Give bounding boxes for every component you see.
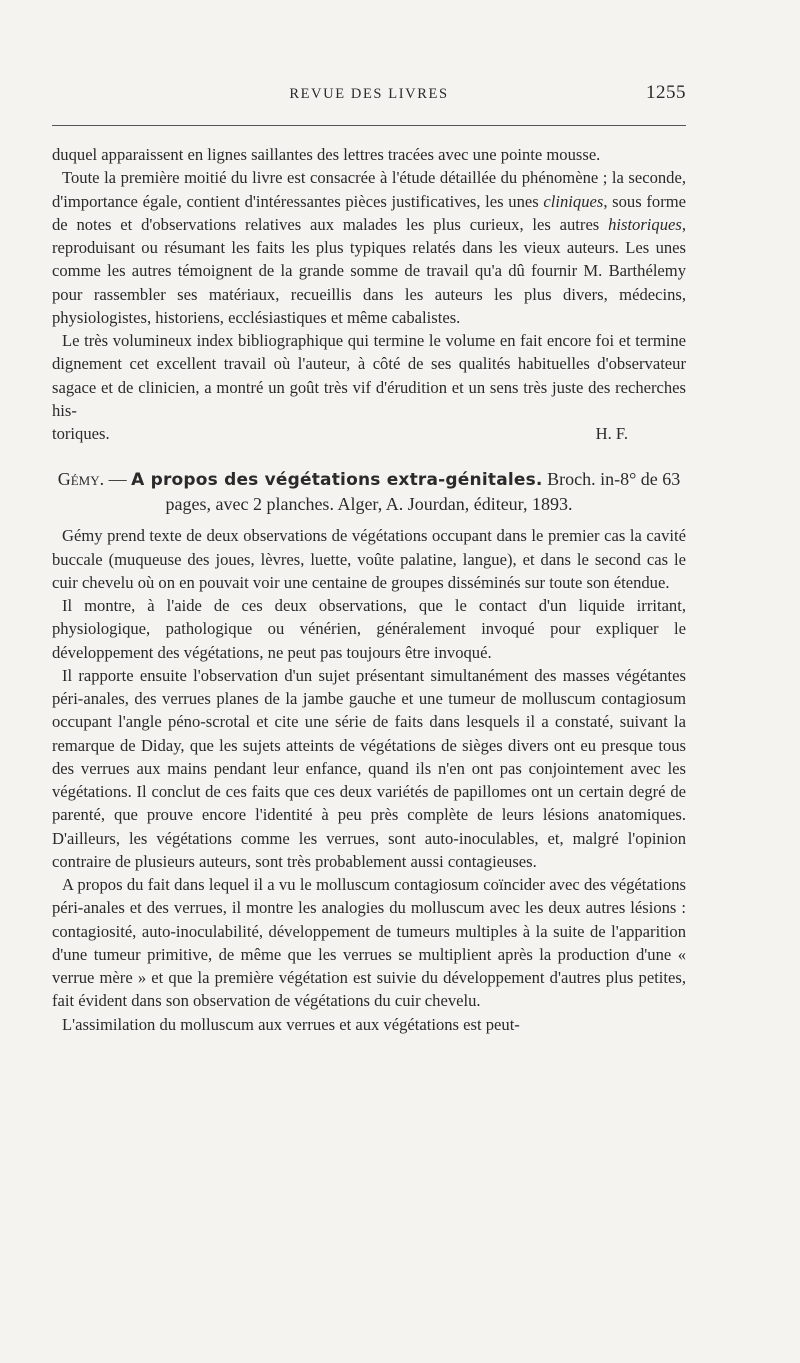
paragraph: A propos du fait dans lequel il a vu le molluscum contagiosum coïncider avec des végétations péri-anales et des verrues, il montre les analogies du molluscum avec les deux autres lésions : contagiosité, auto-inoculabilité, développement de tumeurs multiples à la suite de l'apparition d'une tumeur primitive, de même que les verrues se multiplient après la production d'une « verrue mère » et que la première végétation est suivie du développement d'autres plus petites, fait évident dans son observation de végétations du cuir chevelu. bbox=[52, 875, 686, 1011]
italic-term: historiques bbox=[608, 214, 682, 234]
running-title: REVUE DES LIVRES bbox=[289, 86, 449, 102]
review-author: Gémy. bbox=[57, 469, 105, 490]
dash: — bbox=[104, 469, 132, 490]
paragraph: Il montre, à l'aide de ces deux observations, que le contact d'un liquide irritant, physiologique, pathologique ou vénérien, généralement invoqué pour expliquer le développement des végétations, ne peut pas toujours être invoqué. bbox=[52, 596, 686, 662]
text-run: Toute la première moitié du livre est consacrée à l'étude détaillée du phénomène ; la seconde, d'importance égale, contient d'intéressantes pièces justificatives, les unes bbox=[52, 168, 686, 211]
header-rule bbox=[52, 125, 686, 126]
italic-term: cliniques bbox=[543, 191, 604, 211]
paragraph: Gémy prend texte de deux observations de végétations occupant dans le premier cas la cavité buccale (muqueuse des joues, lèvres, luette, voûte palatine, langue), et dans le second cas le cuir chevelu où on en pouvait voir une centaine de groupes disséminés sur toute son étendue. bbox=[52, 526, 686, 592]
paragraph bbox=[52, 166, 686, 329]
signature: H. F. bbox=[595, 424, 628, 443]
paragraph: L'assimilation du molluscum aux verrues et aux végétations est peut- bbox=[62, 1014, 520, 1034]
paragraph: Le très volumineux index bibliographique qui termine le volume en fait encore foi et termine dignement cet excellent travail où l'auteur, à côté de ses qualités habituelles d'observateur sagace et de clinicien, a montré un goût très vif d'érudition et un sens très juste des recherches his- bbox=[52, 331, 686, 420]
paragraph: duquel apparaissent en lignes saillantes des lettres tracées avec une pointe mousse. bbox=[52, 145, 601, 164]
signature-line bbox=[52, 422, 686, 445]
page-body bbox=[52, 143, 686, 1036]
review-title: A propos des végétations extra-génitales. bbox=[131, 470, 543, 491]
review-heading bbox=[52, 467, 686, 516]
text-run: , reproduisant ou résumant les faits les plus typiques relatés dans les vieux auteurs. Les unes comme les autres témoignent de la grande somme de travail qu'a dû fournir M. Barthélemy pour rassembler ses matériaux, recueillis dans les auteurs les plus divers, médecins, physiologistes, historiens, ecclésiastiques et même cabalistes. bbox=[52, 214, 686, 327]
running-header bbox=[52, 80, 686, 106]
paragraph: Il rapporte ensuite l'observation d'un sujet présentant simultanément des masses végétantes péri-anales, des verrues planes de la jambe gauche et une tumeur de molluscum contagiosum occupant l'angle péno-scrotal et cite une série de faits dans lesquels il a constaté, suivant la remarque de Diday, que les sujets atteints de végétations de sièges divers ont eu presque tous des verrues aux mains pendant leur enfance, quand ils n'en ont pas conjointement avec les végétations. Il conclut de ces faits que ces deux variétés de papillomes ont un certain degré de parenté, que prouve encore l'identité à peu près complète de leurs lésions anatomiques. D'ailleurs, les végétations comme les verrues, sont auto-inoculables, et, malgré l'opinion contraire de plusieurs auteurs, sont très probablement aussi contagieuses. bbox=[52, 665, 686, 871]
paragraph-end: toriques. bbox=[52, 424, 110, 443]
review-details: Broch. in-8° de 63 pages, avec 2 planches. Alger, A. Jourdan, éditeur, 1893. bbox=[165, 469, 681, 515]
page-number: 1255 bbox=[646, 82, 686, 103]
text-run: , sous forme de notes et d'observations relatives aux malades les plus curieux, les autres bbox=[52, 191, 686, 234]
